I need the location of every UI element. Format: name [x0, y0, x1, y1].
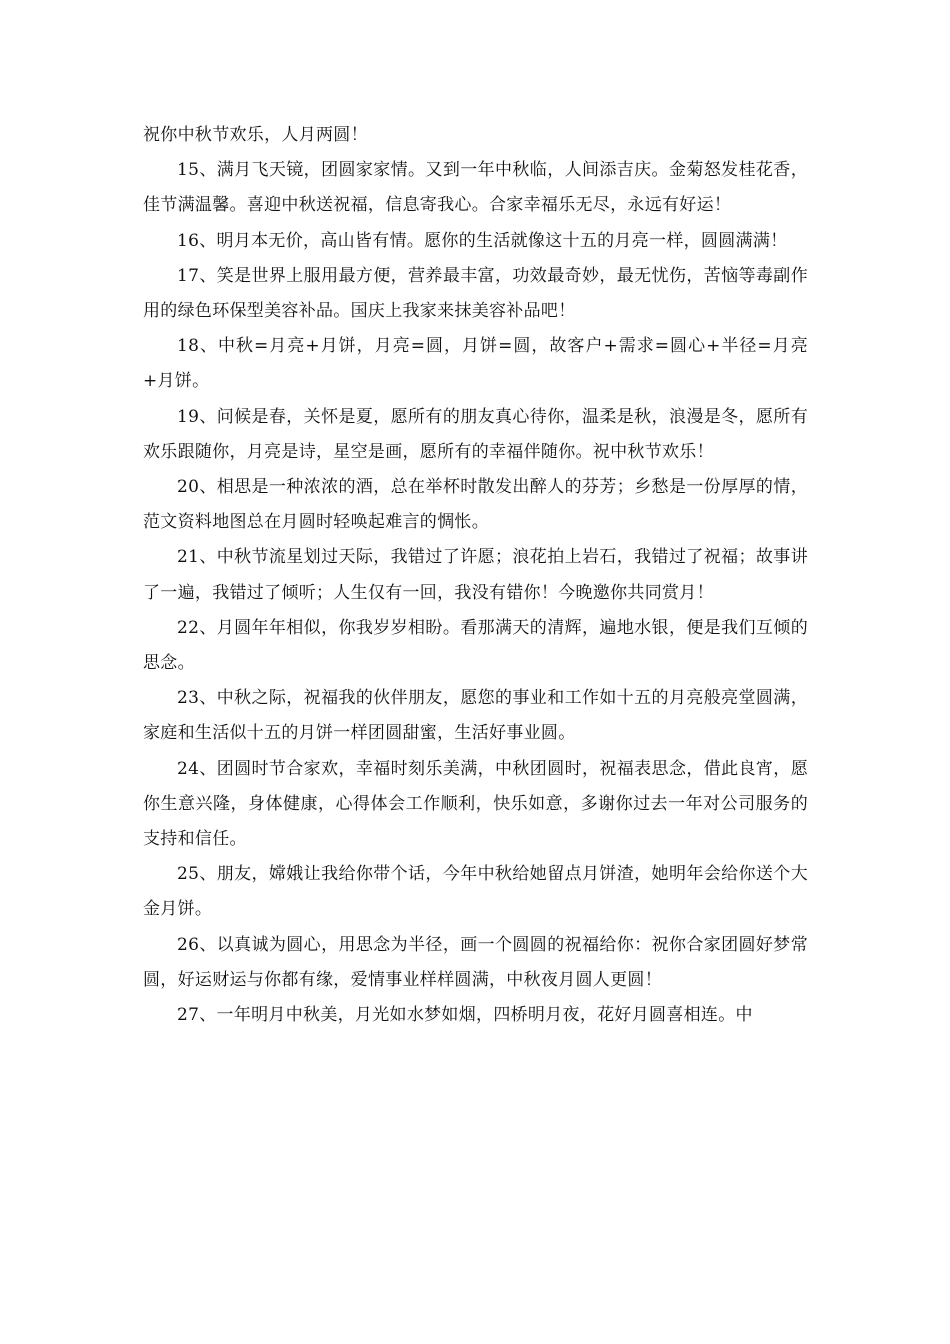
- paragraph: 27、一年明月中秋美，月光如水梦如烟，四桥明月夜，花好月圆喜相连。中: [177, 1005, 753, 1026]
- paragraph: 23、中秋之际，祝福我的伙伴朋友，愿您的事业和工作如十五的月亮般亮堂圆满，家庭和生活似十五的月饼一样团圆甜蜜，生活好事业圆。: [143, 688, 808, 744]
- paragraph: 21、中秋节流星划过天际，我错过了许愿；浪花拍上岩石，我错过了祝福；故事讲了一遍，我错过了倾听；人生仅有一回，我没有错你！今晚邀你共同赏月！: [143, 547, 808, 603]
- paragraph: 17、笑是世界上服用最方便，营养最丰富，功效最奇妙，最无忧伤，苦恼等毒副作用的绿色环保型美容补品。国庆上我家来抹美容补品吧！: [143, 265, 808, 322]
- paragraph: 20、相思是一种浓浓的酒，总在举杯时散发出醉人的芬芳；乡愁是一份厚厚的情，范文资料地图总在月圆时轻唤起难言的惆怅。: [143, 477, 808, 533]
- paragraph: 24、团圆时节合家欢，幸福时刻乐美满，中秋团圆时，祝福表思念，借此良宵，愿你生意兴隆，身体健康，心得体会工作顺利，快乐如意，多谢你过去一年对公司服务的支持和信任。: [143, 758, 808, 850]
- document-body: [143, 118, 808, 1033]
- paragraph: 16、明月本无价，高山皆有情。愿你的生活就像这十五的月亮一样，圆圆满满！: [177, 230, 788, 251]
- paragraph: 26、以真诚为圆心，用思念为半径，画一个圆圆的祝福给你：祝你合家团圆好梦常圆，好运财运与你都有缘，爱情事业样样圆满，中秋夜月圆人更圆！: [143, 934, 808, 990]
- paragraph: 祝你中秋节欢乐，人月两圆！: [143, 125, 368, 145]
- paragraph: 22、月圆年年相似，你我岁岁相盼。看那满天的清辉，遍地水银，便是我们互倾的思念。: [143, 617, 808, 674]
- paragraph: 25、朋友，嫦娥让我给你带个话，今年中秋给她留点月饼渣，她明年会给你送个大金月饼。: [143, 864, 808, 920]
- paragraph: 18、中秋=月亮+月饼，月亮=圆，月饼=圆，故客户+需求=圆心+半径=月亮+月饼。: [143, 336, 808, 392]
- paragraph: 19、问候是春，关怀是夏，愿所有的朋友真心待你，温柔是秋，浪漫是冬，愿所有欢乐跟随你，月亮是诗，星空是画，愿所有的幸福伴随你。祝中秋节欢乐！: [143, 406, 808, 462]
- paragraph: 15、满月飞天镜，团圆家家情。又到一年中秋临，人间添吉庆。金菊怒发桂花香，佳节满温馨。喜迎中秋送祝福，信息寄我心。合家幸福乐无尽，永远有好运！: [143, 160, 808, 216]
